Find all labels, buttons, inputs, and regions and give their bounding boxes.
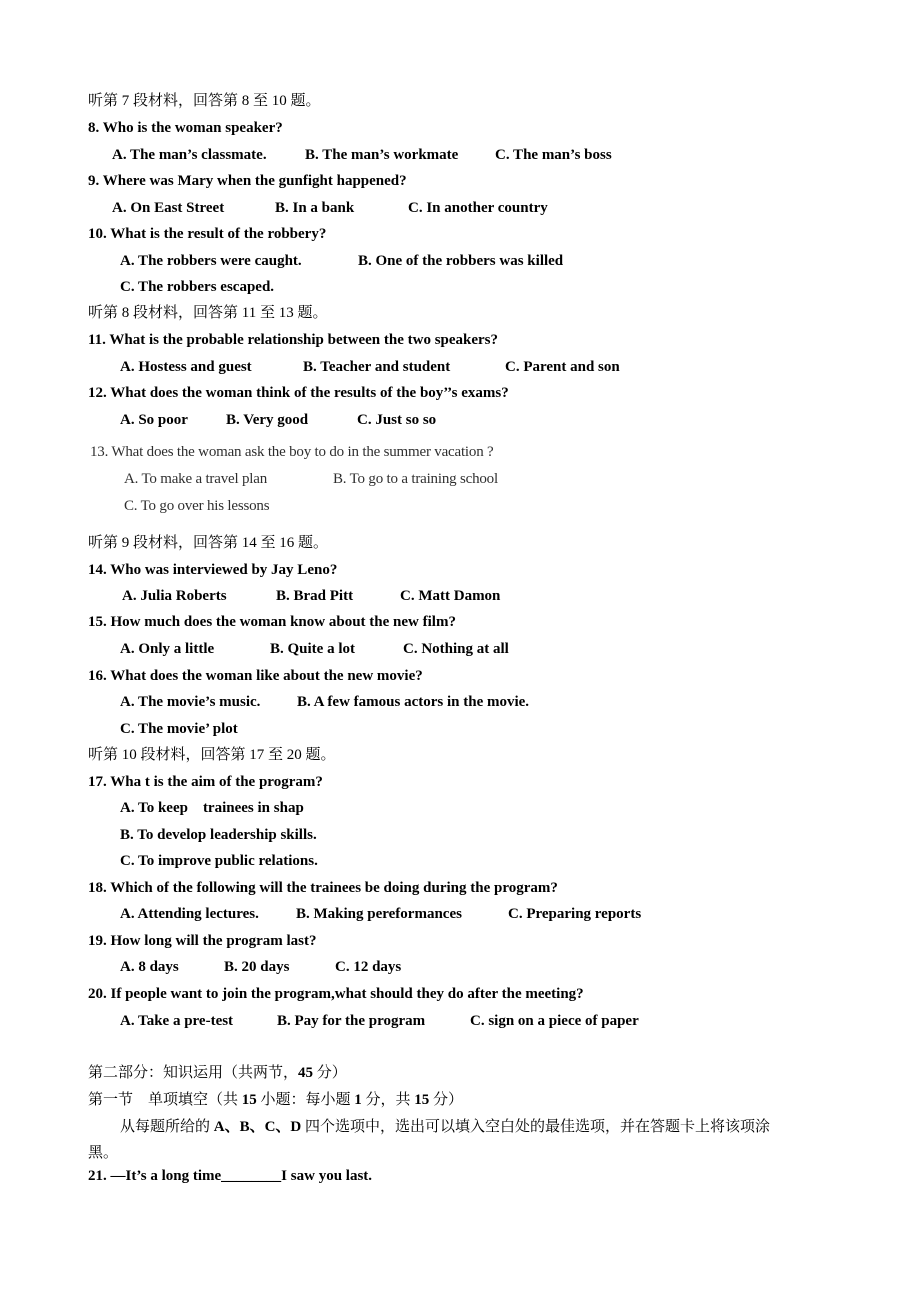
section-1-count: 15 [241, 1092, 257, 1108]
section-1-title [88, 1091, 463, 1109]
question-16-option-b: B. A few famous actors in the movie. [297, 694, 530, 710]
question-18: 18. Which of the following will the trainees be doing during the program? [88, 880, 558, 896]
question-8-option-b: B. The man’s workmate [305, 147, 459, 163]
question-12-option-a: A. So poor [120, 412, 188, 428]
question-16: 16. What does the woman like about the new movie? [88, 668, 423, 684]
question-13-option-a: A. To make a travel plan [124, 471, 267, 487]
question-19-option-c: C. 12 days [335, 959, 402, 975]
question-11: 11. What is the probable relationship between the two speakers? [88, 332, 499, 348]
question-12: 12. What does the woman think of the results of the boy’’s exams? [88, 385, 509, 401]
question-13-option-b: B. To go to a training school [333, 471, 498, 487]
question-14-option-a: A. Julia Roberts [122, 588, 227, 604]
question-13: 13. What does the woman ask the boy to do in the summer vacation ? [90, 444, 494, 460]
question-9-option-c: C. In another country [408, 200, 548, 216]
section-7-header: 听第 7 段材料，回答第 8 至 10 题。 [88, 93, 321, 109]
question-20-option-b: B. Pay for the program [277, 1013, 426, 1029]
question-16-option-a: A. The movie’s music. [120, 694, 261, 710]
section-1-title-text: 第一节 单项填空（共 [88, 1092, 242, 1108]
question-10-option-b: B. One of the robbers was killed [358, 253, 564, 269]
section-8-header: 听第 8 段材料，回答第 11 至 13 题。 [88, 305, 328, 321]
question-21: 21. —It’s a long time________I saw you last. [88, 1168, 373, 1184]
question-19-option-a: A. 8 days [120, 959, 179, 975]
question-12-option-b: B. Very good [226, 412, 309, 428]
question-17-option-c: C. To improve public relations. [120, 853, 318, 869]
question-19-option-b: B. 20 days [224, 959, 290, 975]
question-17: 17. Wha t is the aim of the program? [88, 774, 323, 790]
question-14-option-b: B. Brad Pitt [276, 588, 354, 604]
question-18-option-a: A. Attending lectures. [120, 906, 259, 922]
section-1-title-mid: 小题：每小题 [256, 1092, 355, 1108]
question-17-option-b: B. To develop leadership skills. [120, 827, 317, 843]
section-1-points-each: 1 [354, 1092, 362, 1108]
question-10-option-a: A. The robbers were caught. [120, 253, 302, 269]
question-18-option-c: C. Preparing reports [508, 906, 642, 922]
question-8-option-c: C. The man’s boss [495, 147, 612, 163]
question-10: 10. What is the result of the robbery? [88, 226, 327, 242]
question-13-option-c: C. To go over his lessons [124, 498, 270, 514]
question-11-option-c: C. Parent and son [505, 359, 620, 375]
section-10-header: 听第 10 段材料，回答第 17 至 20 题。 [88, 747, 336, 763]
question-9-option-a: A. On East Street [112, 200, 225, 216]
question-9: 9. Where was Mary when the gunfight happened? [88, 173, 407, 189]
section-9-header: 听第 9 段材料，回答第 14 至 16 题。 [88, 535, 329, 551]
question-15: 15. How much does the woman know about the new film? [88, 614, 456, 630]
question-8-option-a: A. The man’s classmate. [112, 147, 267, 163]
question-17-option-a: A. To keep trainees in shap [120, 800, 304, 816]
question-14-option-c: C. Matt Damon [400, 588, 501, 604]
question-19: 19. How long will the program last? [88, 933, 317, 949]
instructions-letters: A、B、C、D [213, 1119, 302, 1135]
question-20: 20. If people want to join the program,what should they do after the meeting? [88, 986, 584, 1002]
section-1-title-end: 分） [429, 1092, 464, 1108]
question-15-option-a: A. Only a little [120, 641, 215, 657]
question-11-option-b: B. Teacher and student [303, 359, 451, 375]
question-18-option-b: B. Making pereformances [296, 906, 462, 922]
part-2-title [88, 1064, 347, 1082]
instructions-text-2: 四个选项中，选出可以填入空白处的最佳选项，并在答题卡上将该项涂 [301, 1119, 771, 1135]
question-16-option-c: C. The movie’ plot [120, 721, 238, 737]
question-15-option-c: C. Nothing at all [403, 641, 509, 657]
question-10-option-c: C. The robbers escaped. [120, 279, 275, 295]
question-20-option-a: A. Take a pre-test [120, 1013, 234, 1029]
question-14: 14. Who was interviewed by Jay Leno? [88, 562, 338, 578]
question-11-option-a: A. Hostess and guest [120, 359, 252, 375]
question-9-option-b: B. In a bank [275, 200, 355, 216]
part-2-title-end: 分） [313, 1065, 347, 1081]
section-1-title-mid2: 分，共 [361, 1092, 415, 1108]
question-20-option-c: C. sign on a piece of paper [470, 1013, 639, 1029]
section-1-total: 15 [414, 1092, 430, 1108]
part-2-title-text: 第二部分：知识运用（共两节， [88, 1065, 299, 1081]
question-15-option-b: B. Quite a lot [270, 641, 355, 657]
question-8: 8. Who is the woman speaker? [88, 120, 283, 136]
instructions-line-2: 黑。 [88, 1145, 119, 1161]
instructions-line-1 [120, 1118, 770, 1136]
part-2-score: 45 [298, 1065, 314, 1081]
question-12-option-c: C. Just so so [357, 412, 437, 428]
instructions-text: 从每题所给的 [120, 1119, 214, 1135]
